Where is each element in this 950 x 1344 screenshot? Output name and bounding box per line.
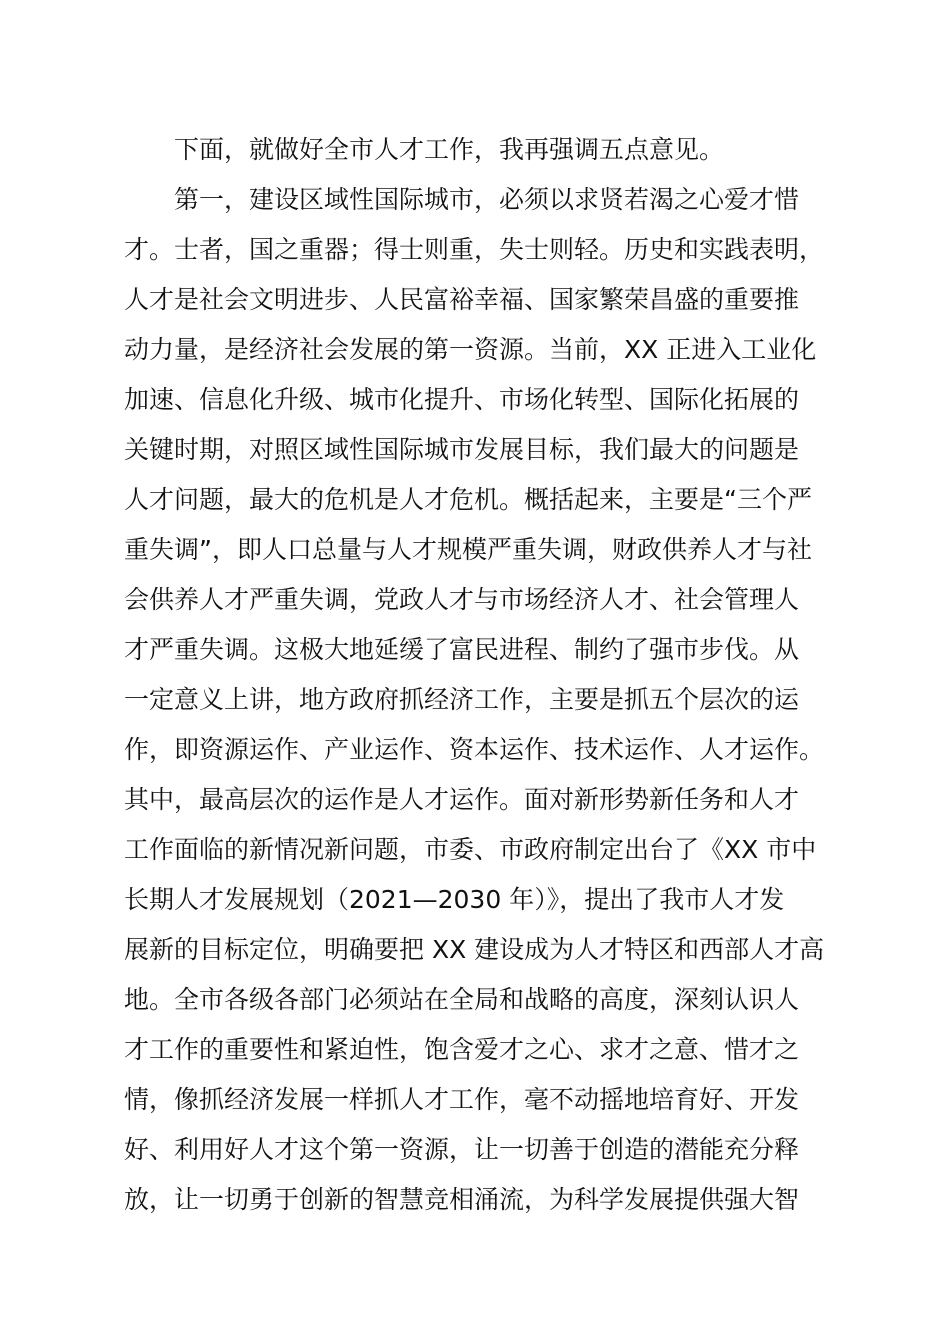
- paragraph-2-line-14: 工作面临的新情况新问题，市委、市政府制定出台了《XX 市中: [124, 835, 817, 864]
- paragraph-2-line-11: 一定意义上讲，地方政府抓经济工作，主要是抓五个层次的运: [124, 685, 800, 714]
- paragraph-2-line-21: 放，让一切勇于创新的智慧竞相涌流，为科学发展提供强大智: [124, 1185, 800, 1214]
- paragraph-2-line-13: 其中，最高层次的运作是人才运作。面对新形势新任务和人才: [124, 785, 800, 814]
- paragraph-2-line-18: 才工作的重要性和紧迫性，饱含爱才之心、求才之意、惜才之: [124, 1035, 800, 1064]
- paragraph-2-line-4: 动力量，是经济社会发展的第一资源。当前，XX 正进入工业化: [124, 335, 817, 364]
- paragraph-2-line-2: 才。士者，国之重器；得士则重，失士则轻。历史和实践表明，: [124, 235, 825, 264]
- paragraph-2-line-20: 好、利用好人才这个第一资源，让一切善于创造的潜能充分释: [124, 1135, 800, 1164]
- paragraph-2-line-7: 人才问题，最大的危机是人才危机。概括起来，主要是“三个严: [124, 485, 812, 514]
- paragraph-2-line-6: 关键时期，对照区域性国际城市发展目标，我们最大的问题是: [124, 435, 800, 464]
- paragraph-2-line-16: 展新的目标定位，明确要把 XX 建设成为人才特区和西部人才高: [124, 935, 825, 964]
- paragraph-2-line-5: 加速、信息化升级、城市化提升、市场化转型、国际化拓展的: [124, 385, 800, 414]
- paragraph-2-line-17: 地。全市各级各部门必须站在全局和战略的高度，深刻认识人: [124, 985, 800, 1014]
- paragraph-2-line-3: 人才是社会文明进步、人民富裕幸福、国家繁荣昌盛的重要推: [124, 285, 800, 314]
- paragraph-2-line-15: 长期人才发展规划（2021—2030 年）》，提出了我市人才发: [124, 885, 785, 914]
- paragraph-2-line-10: 才严重失调。这极大地延缓了富民进程、制约了强市步伐。从: [124, 635, 800, 664]
- paragraph-2-line-9: 会供养人才严重失调，党政人才与市场经济人才、社会管理人: [124, 585, 800, 614]
- paragraph-2-line-19: 情，像抓经济发展一样抓人才工作，毫不动摇地培育好、开发: [124, 1085, 800, 1114]
- paragraph-2-line-12: 作，即资源运作、产业运作、资本运作、技术运作、人才运作。: [124, 735, 825, 764]
- paragraph-1-line-1: 下面，就做好全市人才工作，我再强调五点意见。: [174, 135, 725, 164]
- paragraph-2-line-8: 重失调”，即人口总量与人才规模严重失调，财政供养人才与社: [124, 535, 812, 564]
- paragraph-2-line-1: 第一，建设区域性国际城市，必须以求贤若渴之心爱才惜: [174, 185, 800, 214]
